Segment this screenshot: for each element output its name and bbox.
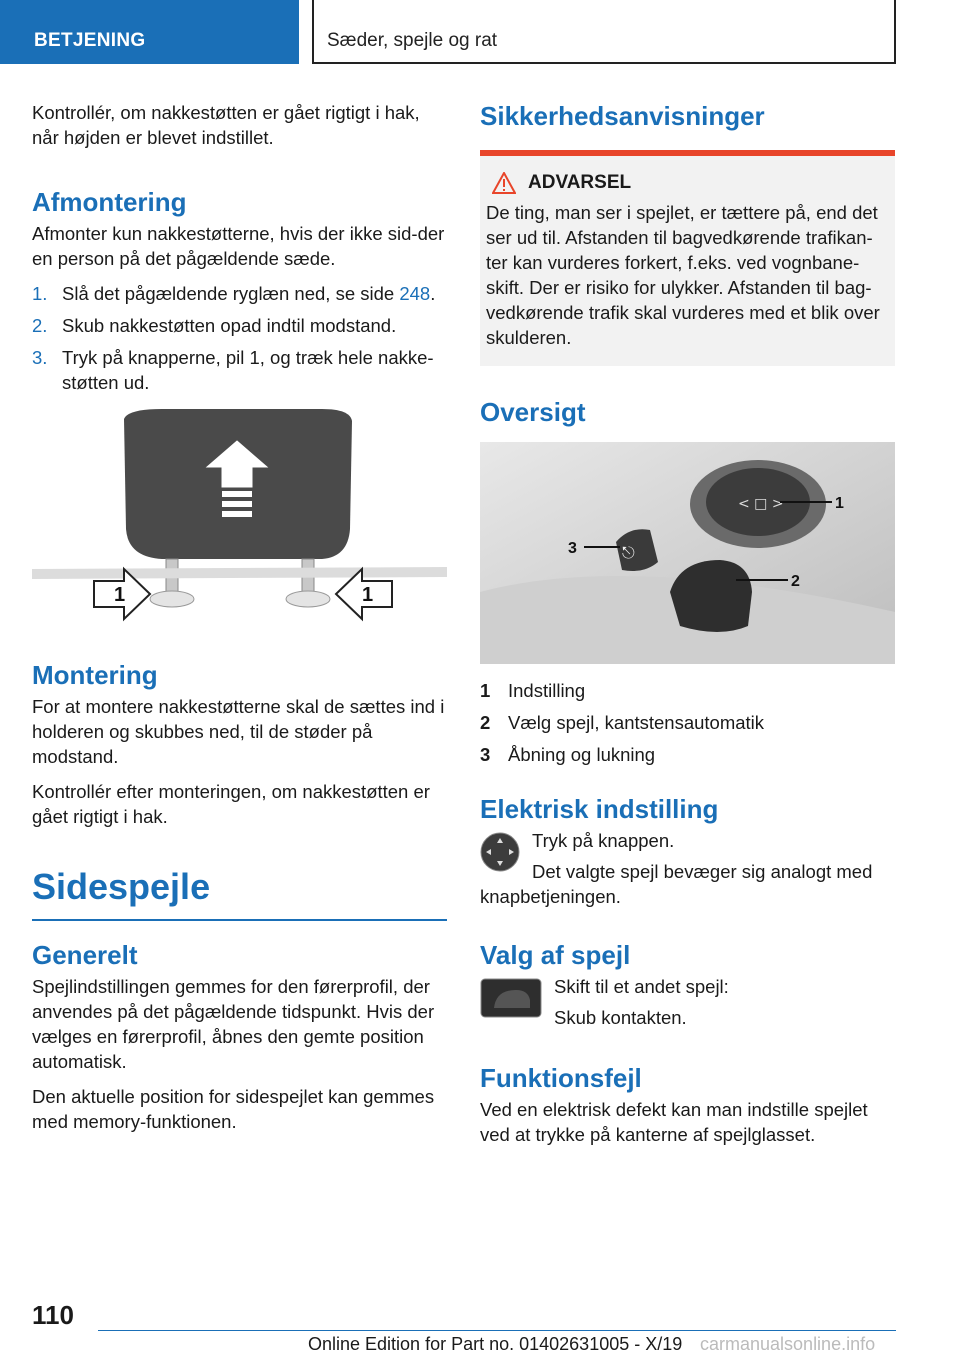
mirror-controls-illustration: [480, 442, 895, 664]
warning-box: [480, 150, 895, 366]
figure-label: 1: [114, 584, 126, 606]
electric-text: Det valgte spejl bevæger sig analogt med knapbetjeningen.: [480, 861, 873, 907]
mounting-text: For at montere nakkestøtterne skal de sættes ind i holderen og skubbes ned, til de støder på modstand.: [32, 696, 445, 767]
legend-item: 2 Vælg spejl, kantstensautomatik: [480, 712, 765, 733]
safety-heading: Sikkerhedsanvisninger: [480, 101, 765, 131]
figure-label: 3: [568, 540, 577, 557]
memory-text: Den aktuelle position for sidespejlet kan gemmes med memory-funktionen.: [32, 1086, 435, 1132]
warning-title: ADVARSEL: [486, 172, 889, 194]
edition-text: Online Edition for Part no. 01402631005 - X/19: [308, 1334, 683, 1354]
general-heading: Generelt: [32, 940, 138, 970]
footer-rule: [98, 1330, 896, 1331]
select-text: Skub kontakten.: [554, 1007, 687, 1028]
legend-item: 1 Indstilling: [480, 680, 586, 701]
warning-text: De ting, man ser i spejlet, er tættere på, end det ser ud til. Afstanden til bagvedkørende trafikan-ter kan vurderes forkert, f.eks. ved vognbane-skift. Der er risiko for ulykker. Afstanden til bag-vedkørende trafik skal vurderes med et blik over skulderen.: [486, 202, 880, 348]
select-block: [480, 974, 895, 1030]
step-item: 2. Skub nakkestøtten opad indtil modstand.: [32, 315, 397, 336]
headrest-illustration: [32, 409, 447, 629]
electric-step: Tryk på knappen.: [532, 830, 675, 851]
right-column: [480, 100, 895, 1157]
mirror-adjust-button-icon: [480, 832, 520, 872]
watermark: carmanualsonline.info: [700, 1334, 876, 1354]
fault-heading: Funktionsfejl: [480, 1063, 642, 1093]
step-item: 3. Tryk på knapperne, pil 1, og træk hele nakke-støtten ud.: [32, 347, 434, 393]
warning-triangle-icon: [492, 172, 516, 194]
page-link[interactable]: 248: [399, 283, 431, 304]
overview-legend: [480, 678, 895, 767]
svg-text:⎋: ⎋: [622, 543, 635, 562]
select-step: Skift til et andet spejl:: [554, 976, 729, 997]
svg-text:< □ >: < □ >: [738, 496, 784, 512]
intro-paragraph: Kontrollér, om nakkestøtten er gået rigtigt i hak, når højden er blevet indstillet.: [32, 102, 420, 148]
section-tab: BETJENING: [0, 0, 299, 64]
mirror-switch-icon: [480, 978, 542, 1018]
select-heading: Valg af spejl: [480, 940, 631, 970]
overview-heading: Oversigt: [480, 397, 586, 427]
removal-steps: [32, 281, 447, 395]
left-column: [32, 100, 447, 1144]
legend-item: 3 Åbning og lukning: [480, 744, 656, 765]
page-number: 110: [32, 1300, 74, 1330]
figure-label: 1: [362, 584, 374, 606]
figure-label: 2: [791, 573, 800, 590]
removal-heading: Afmontering: [32, 187, 187, 217]
fault-text: Ved en elektrisk defekt kan man indstille spejlet ved at trykke på kanterne af spejlglasset.: [480, 1099, 868, 1145]
mounting-heading: Montering: [32, 660, 158, 690]
electric-block: [480, 828, 895, 909]
electric-heading: Elektrisk indstilling: [480, 794, 719, 824]
general-text: Spejlindstillingen gemmes for den førerprofil, der anvendes på det pågældende tidspunkt. Hvis der vælges en førerprofil, åbnes den gemte position automatisk.: [32, 976, 435, 1072]
figure-label: 1: [835, 495, 844, 512]
mounting-check: Kontrollér efter monteringen, om nakkestøtten er gået rigtigt i hak.: [32, 781, 430, 827]
chapter-title: Sæder, spejle og rat: [312, 0, 896, 64]
step-item: 1. Slå det pågældende ryglæn ned, se side 248.: [32, 283, 436, 304]
removal-text: Afmonter kun nakkestøtterne, hvis der ikke sid-der en person på det pågældende sæde.: [32, 223, 445, 269]
mirrors-heading: Sidespejle: [32, 865, 447, 921]
